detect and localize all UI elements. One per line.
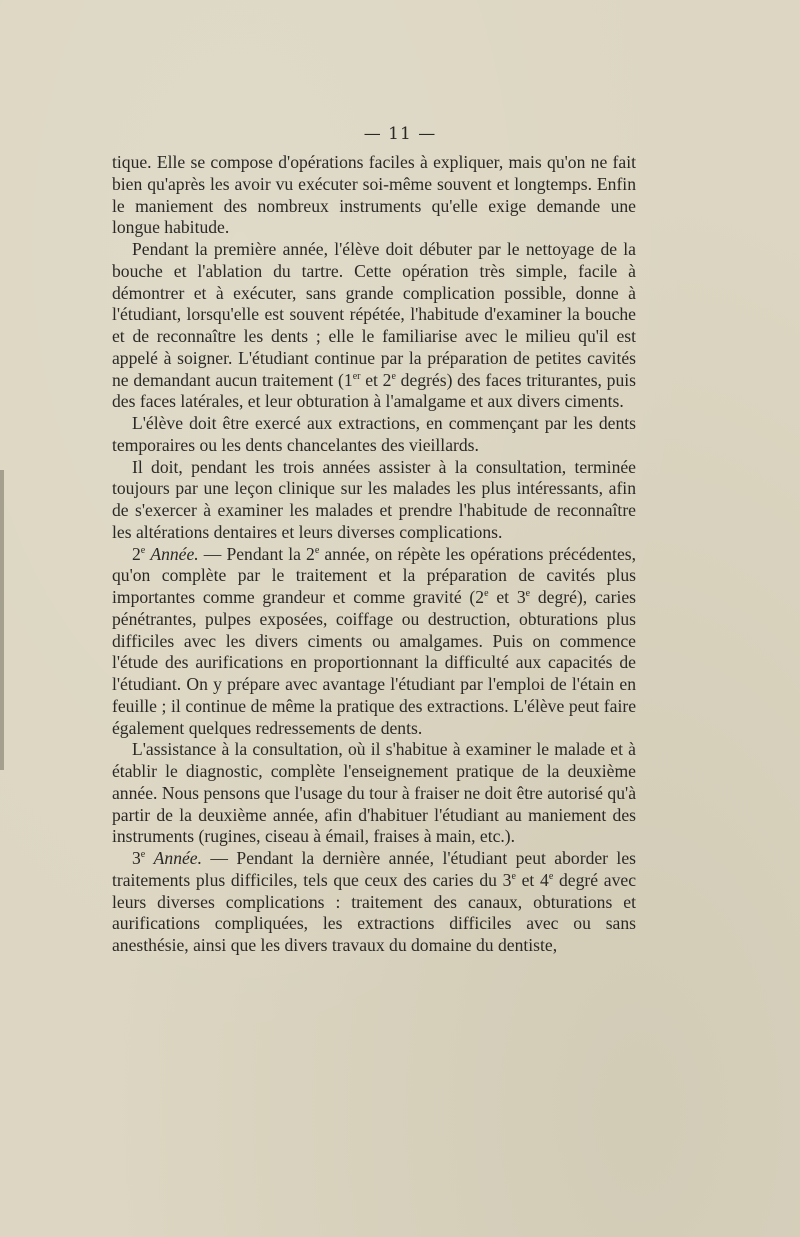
superscript: e bbox=[511, 870, 516, 882]
text-run: degrés) des faces triturantes, puis des faces latérales, et leur obturation à l'amalgame et aux divers ciments. bbox=[112, 369, 636, 412]
text-run: et 3 bbox=[488, 587, 526, 607]
paragraph-p4 bbox=[112, 457, 636, 544]
text-run: 2 bbox=[132, 543, 141, 564]
superscript: e bbox=[140, 544, 146, 556]
text-run: tique. Elle se compose d'opérations faciles à expliquer, mais qu'on ne fait bien qu'après les avoir vu exécuter soi-même souvent et longtemps. Enfin le maniement des nombreux instruments qu'elle exige demande une longue habitude. bbox=[112, 152, 636, 238]
text-run: — Pendant la dernière année, l'étudiant peut aborder les traitements plus difficiles, tels que ceux des caries du 3 bbox=[112, 848, 636, 890]
paragraph-p2 bbox=[112, 239, 636, 413]
text-run: L'élève doit être exercé aux extractions, en commençant par les dents temporaires ou les dents chancelantes des vieillards. bbox=[112, 413, 636, 455]
text-run: degré avec leurs diverses complications : traitement des canaux, obturations et aurifications compliquées, les extractions difficiles avec ou sans anesthésie, ainsi que les divers travaux du domaine du dentiste, bbox=[112, 869, 637, 955]
body-text bbox=[112, 152, 636, 957]
paragraph-p7 bbox=[112, 848, 636, 957]
text-run: Pendant la première année, l'élève doit débuter par le nettoyage de la bouche et l'ablation du tartre. Cette opération très simple, facile à démontrer et à exécuter, sans grande complication possible, donne à l'étudiant, lorsqu'elle est souvent répétée, l'habitude d'examiner la bouche et de reconnaître les dents ; elle le familiarise avec le milieu qu'il est appelé à soigner. L'étudiant continue par la préparation de petites cavités ne demandant aucun traitement (1 bbox=[112, 239, 636, 390]
paragraph-p3 bbox=[112, 413, 636, 457]
superscript: e bbox=[140, 849, 146, 861]
text-run: année, on répète les opérations précédentes, qu'on complète par le traitement et la préparation de cavités plus importantes comme grandeur et comme gravité (2 bbox=[112, 543, 636, 607]
text-run: Il doit, pendant les trois années assister à la consultation, terminée toujours par une leçon clinique sur les malades les plus intéressants, afin de s'exercer à examiner les malades et prendre l'habitude de reconnaître les altérations dentaires et leurs diverses complications. bbox=[112, 456, 636, 542]
italic-heading: Année. bbox=[150, 543, 199, 564]
paragraph-p5 bbox=[112, 544, 636, 740]
superscript: e bbox=[484, 588, 489, 600]
superscript: e bbox=[391, 370, 396, 382]
superscript: e bbox=[548, 870, 554, 882]
paragraph-p1 bbox=[112, 152, 636, 239]
text-run: et 2 bbox=[360, 369, 392, 390]
text-run: degré), caries pénétrantes, pulpes exposées, coiffage ou destruction, obturations plus difficiles avec les divers ciments ou amalgames. Puis on commence l'étude des aurifications en proportionnant la difficulté aux capacités de l'étudiant. On y prépare avec avantage l'étudiant par l'emploi de l'étain en feuille ; il continue de même la pratique des extractions. L'élève peut faire également quelques redressements de dents. bbox=[112, 587, 637, 738]
text-run: — Pendant la 2 bbox=[198, 543, 315, 564]
italic-heading: Année. bbox=[153, 848, 203, 868]
page-edge-shadow bbox=[0, 470, 4, 770]
superscript: e bbox=[525, 588, 531, 600]
superscript: e bbox=[314, 544, 320, 556]
paragraph-p6 bbox=[112, 739, 636, 848]
text-run: et 4 bbox=[515, 869, 549, 890]
text-run: 3 bbox=[132, 848, 141, 868]
superscript: er bbox=[352, 370, 361, 382]
text-run bbox=[145, 848, 153, 868]
text-run: L'assistance à la consultation, où il s'habitue à examiner le malade et à établir le diagnostic, complète l'enseignement pratique de la deuxième année. Nous pensons que l'usage du tour à fraiser ne doit être autorisé qu'à partir de la deuxième année, afin d'habituer l'étudiant au maniement des instruments (rugines, ciseau à émail, fraises à main, etc.). bbox=[112, 739, 636, 847]
page-number: — 11 — bbox=[363, 124, 437, 144]
